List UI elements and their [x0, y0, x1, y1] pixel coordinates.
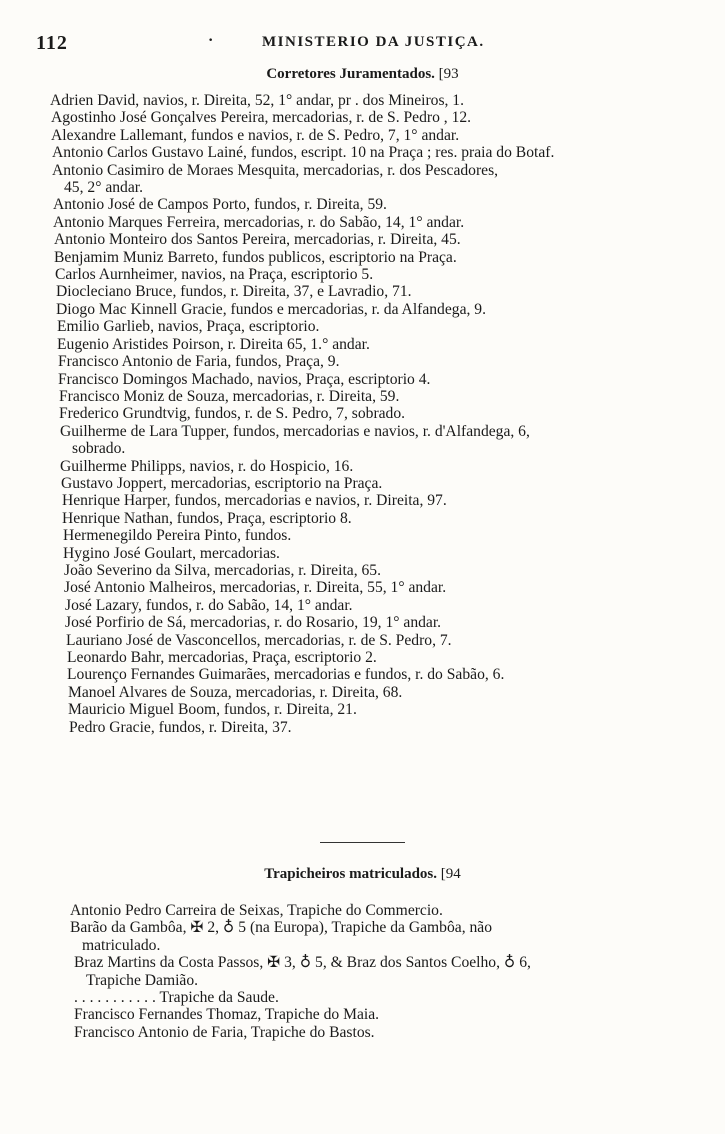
list-item: [0, 353, 725, 370]
entry-text: Guilherme de Lara Tupper, fundos, mercadorias e navios, r. d'Alfandega, 6,: [60, 422, 530, 440]
header-separator: ·: [208, 32, 214, 49]
running-title: MINISTERIO DA JUSTIÇA.: [262, 34, 485, 50]
list-item: [0, 492, 725, 509]
entry-text: Guilherme Philipps, navios, r. do Hospicio, 16.: [60, 457, 354, 475]
entry-text: Francisco Fernandes Thomaz, Trapiche do Maia.: [74, 1006, 380, 1024]
list-item: [0, 405, 725, 422]
entry-text: Manoel Alvares de Souza, mercadorias, r. Direita, 68.: [68, 683, 403, 701]
list-item: [0, 954, 725, 989]
trapicheiros-heading-text: Trapicheiros matriculados.: [264, 866, 438, 882]
entry-text: Antonio Monteiro dos Santos Pereira, mercadorias, r. Direita, 45.: [54, 231, 461, 249]
list-item: [0, 545, 725, 562]
entry-text: Antonio Casimiro de Moraes Mesquita, mercadorias, r. dos Pescadores,: [52, 161, 499, 179]
list-item: [0, 701, 725, 718]
list-item: [0, 283, 725, 300]
entry-continuation: Trapiche Damião.: [86, 971, 199, 989]
list-item: [0, 214, 725, 231]
list-item: [0, 423, 725, 458]
list-item: [0, 632, 725, 649]
entry-text: Barão da Gambôa, ✠ 2, ♁ 5 (na Europa), Trapiche da Gambôa, não: [70, 919, 493, 937]
list-item: [0, 318, 725, 335]
list-item: [0, 719, 725, 736]
list-item: [0, 579, 725, 596]
entry-text: Emilio Garlieb, navios, Praça, escriptorio.: [57, 318, 320, 336]
list-item: [0, 92, 725, 109]
list-item: [0, 266, 725, 283]
entry-text: Alexandre Lallemant, fundos e navios, r. de S. Pedro, 7, 1° andar.: [51, 126, 460, 144]
entry-text: Braz Martins da Costa Passos, ✠ 3, ♁ 5, & Braz dos Santos Coelho, ♁ 6,: [74, 954, 531, 972]
trapicheiros-heading: [0, 866, 725, 883]
entry-text: Antonio Pedro Carreira de Seixas, Trapiche do Commercio.: [70, 902, 443, 919]
entry-continuation: sobrado.: [72, 440, 126, 458]
entry-continuation: matriculado.: [82, 936, 161, 954]
entry-text: Henrique Nathan, fundos, Praça, escriptorio 8.: [62, 509, 352, 527]
trapicheiros-list: [0, 902, 725, 1041]
list-item: [0, 562, 725, 579]
entry-text: Francisco Antonio de Faria, fundos, Praça, 9.: [58, 353, 340, 371]
entry-text: Francisco Moniz de Souza, mercadorias, r. Direita, 59.: [59, 387, 400, 405]
entry-text: Agostinho José Gonçalves Pereira, mercadorias, r. de S. Pedro , 12.: [51, 109, 472, 127]
entry-text: José Lazary, fundos, r. do Sabão, 14, 1° andar.: [65, 596, 353, 614]
list-item: [0, 458, 725, 475]
entry-text: Gustavo Joppert, mercadorias, escriptorio na Praça.: [61, 474, 383, 492]
entry-text: Lourenço Fernandes Guimarães, mercadorias e fundos, r. do Sabão, 6.: [67, 666, 505, 684]
list-item: [0, 162, 725, 197]
list-item: [0, 666, 725, 683]
entry-text: Hermenegildo Pereira Pinto, fundos.: [63, 527, 292, 545]
corretores-list: [0, 92, 725, 736]
corretores-heading-text: Corretores Juramentados.: [266, 66, 435, 82]
section-divider: [320, 842, 405, 843]
list-item: [0, 249, 725, 266]
trapicheiros-ref: [94: [440, 866, 461, 882]
list-item: [0, 989, 725, 1006]
list-item: [0, 919, 725, 954]
entry-text: Pedro Gracie, fundos, r. Direita, 37.: [69, 718, 292, 736]
list-item: [0, 1024, 725, 1041]
list-item: [0, 527, 725, 544]
entry-text: Antonio José de Campos Porto, fundos, r. Direita, 59.: [53, 196, 387, 214]
list-item: [0, 597, 725, 614]
list-item: [0, 231, 725, 248]
entry-text: . . . . . . . . . . . Trapiche da Saude.: [74, 989, 279, 1007]
entry-text: Diocleciano Bruce, fundos, r. Direita, 37, e Lavradio, 71.: [56, 283, 412, 301]
list-item: [0, 301, 725, 318]
corretores-heading: [0, 66, 725, 83]
list-item: [0, 144, 725, 161]
list-item: [0, 614, 725, 631]
page-number: 112: [36, 32, 68, 54]
corretores-ref: [93: [438, 66, 459, 82]
entry-text: Henrique Harper, fundos, mercadorias e navios, r. Direita, 97.: [62, 492, 447, 510]
entry-text: Benjamim Muniz Barreto, fundos publicos, escriptorio na Praça.: [54, 248, 457, 266]
list-item: [0, 1006, 725, 1023]
entry-text: Leonardo Bahr, mercadorias, Praça, escriptorio 2.: [67, 649, 377, 666]
entry-text: Lauriano José de Vasconcellos, mercadorias, r. de S. Pedro, 7.: [66, 631, 452, 649]
entry-text: Carlos Aurnheimer, navios, na Praça, escriptorio 5.: [55, 266, 374, 284]
list-item: [0, 371, 725, 388]
entry-text: José Porfirio de Sá, mercadorias, r. do Rosario, 19, 1° andar.: [65, 614, 442, 632]
list-item: [0, 902, 725, 919]
entry-text: Frederico Grundtvig, fundos, r. de S. Pedro, 7, sobrado.: [59, 405, 406, 423]
list-item: [0, 196, 725, 213]
list-item: [0, 336, 725, 353]
running-head: [36, 32, 695, 54]
list-item: [0, 510, 725, 527]
list-item: [0, 684, 725, 701]
entry-continuation: 45, 2° andar.: [64, 179, 143, 197]
entry-text: Mauricio Miguel Boom, fundos, r. Direita, 21.: [68, 701, 357, 719]
list-item: [0, 475, 725, 492]
list-item: [0, 649, 725, 666]
entry-text: José Antonio Malheiros, mercadorias, r. Direita, 55, 1° andar.: [64, 579, 447, 597]
entry-text: Hygino José Goulart, mercadorias.: [63, 544, 280, 562]
entry-text: Francisco Domingos Machado, navios, Praça, escriptorio 4.: [58, 370, 431, 388]
entry-text: Diogo Mac Kinnell Gracie, fundos e mercadorias, r. da Alfandega, 9.: [56, 300, 486, 318]
entry-text: Antonio Marques Ferreira, mercadorias, r. do Sabão, 14, 1° andar.: [53, 213, 465, 231]
entry-text: Adrien David, navios, r. Direita, 52, 1° andar, pr . dos Mineiros, 1.: [50, 92, 465, 109]
entry-text: Francisco Antonio de Faria, Trapiche do Bastos.: [74, 1023, 375, 1041]
entry-text: Eugenio Aristides Poirson, r. Direita 65, 1.° andar.: [57, 335, 370, 353]
list-item: [0, 388, 725, 405]
list-item: [0, 127, 725, 144]
entry-text: Antonio Carlos Gustavo Lainé, fundos, escript. 10 na Praça ; res. praia do Botaf.: [52, 144, 555, 162]
entry-text: João Severino da Silva, mercadorias, r. Direita, 65.: [64, 561, 381, 579]
list-item: [0, 109, 725, 126]
